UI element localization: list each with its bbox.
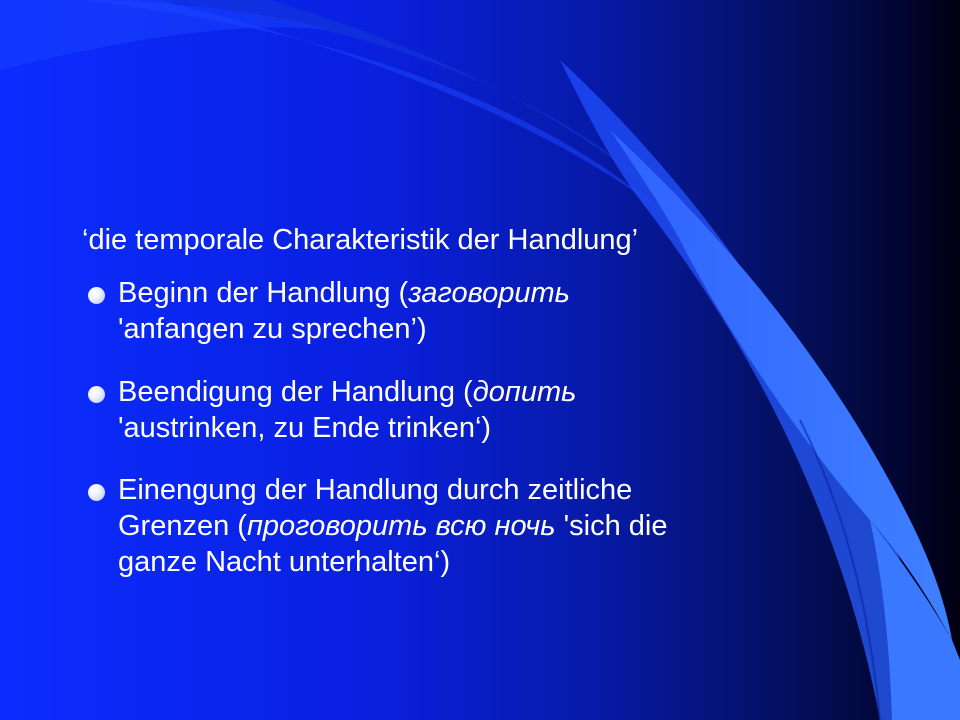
bullet-line — [118, 508, 878, 544]
bullet-line: 'austrinken, zu Ende trinken‘) — [118, 412, 492, 444]
slide-heading: ‘die temporale Charakteristik der Handlung’ — [82, 224, 639, 256]
bullet-text: Grenzen ( — [118, 510, 247, 542]
russian-verb: заговорить — [408, 277, 570, 309]
bullet-line: 'anfangen zu sprechen’) — [118, 313, 427, 345]
bullet-line: ganze Nacht unterhalten‘) — [118, 546, 451, 578]
russian-verb: допить — [472, 376, 577, 408]
bullet-dot-icon — [88, 287, 105, 304]
bullet-line: Einengung der Handlung durch zeitliche — [118, 474, 633, 506]
bullet-line — [118, 374, 878, 410]
bullet-item — [118, 374, 878, 446]
bullet-dot-icon — [88, 484, 105, 501]
russian-phrase: проговорить всю ночь — [246, 510, 556, 542]
bullet-text: Beginn der Handlung ( — [118, 277, 409, 309]
bullet-line — [118, 275, 878, 311]
bullet-dot-icon — [88, 386, 105, 403]
bullet-text: 'sich die — [555, 510, 668, 542]
bullet-item — [118, 472, 878, 580]
bullet-item — [118, 275, 878, 347]
bullet-text: Beendigung der Handlung ( — [118, 376, 473, 408]
